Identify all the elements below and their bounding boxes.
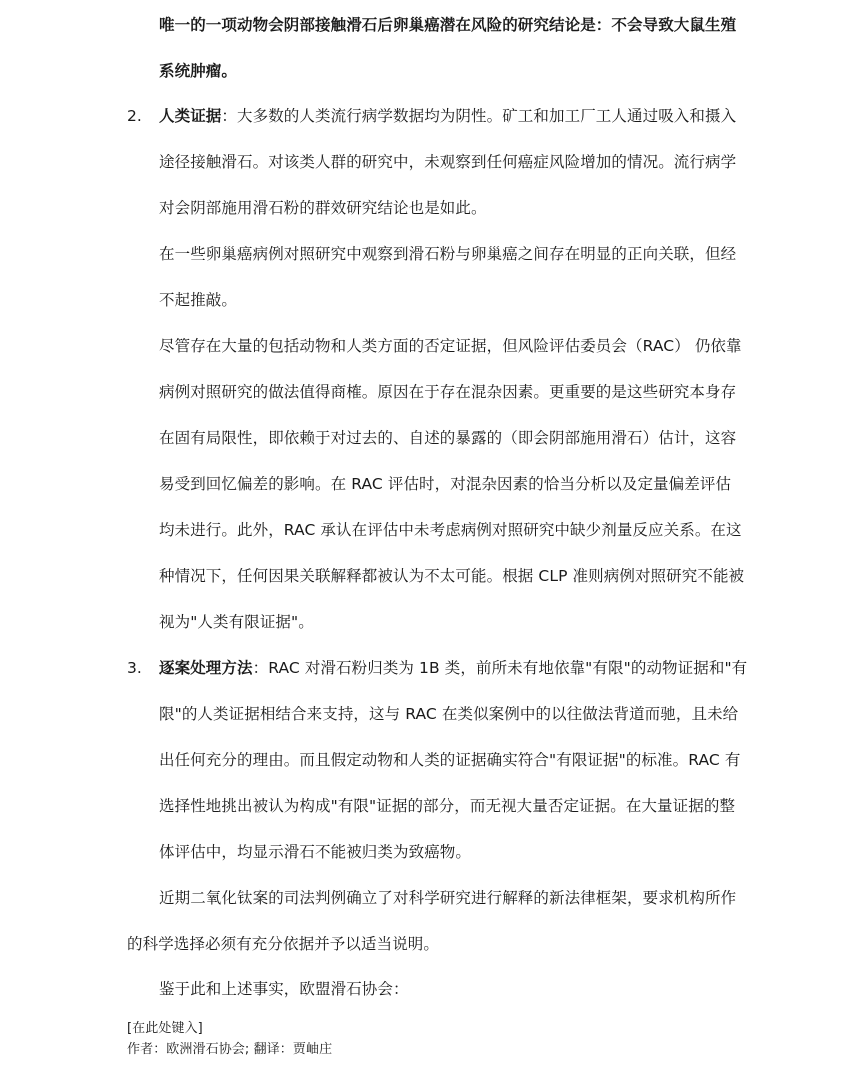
titanium-line-2: 的科学选择必须有充分依据并予以适当说明。 bbox=[127, 935, 440, 953]
item-2-para3-line-3: 在固有局限性，即依赖于对过去的、自述的暴露的（即会阴部施用滑石）估计，这容 bbox=[159, 429, 737, 447]
item-3-line-2: 限"的人类证据相结合来支持，这与 RAC 在类似案例中的以往做法背道而驰，且未给 bbox=[159, 705, 739, 723]
item-3-line-1-text: ：RAC 对滑石粉归类为 1B 类，前所未有地依靠"有限"的动物证据和"有 bbox=[252, 659, 748, 677]
item-2-para3-line-4: 易受到回忆偏差的影响。在 RAC 评估时，对混杂因素的恰当分析以及定量偏差评估 bbox=[159, 475, 732, 493]
footer-placeholder: [在此处键入] bbox=[127, 1021, 203, 1036]
intro-line-1: 唯一的一项动物会阴部接触滑石后卵巢癌潜在风险的研究结论是：不会导致大鼠生殖 bbox=[159, 16, 737, 34]
item-2-para2-line-1: 在一些卵巢癌病例对照研究中观察到滑石粉与卵巢癌之间存在明显的正向关联，但经 bbox=[159, 245, 737, 263]
item-2-line-3: 对会阴部施用滑石粉的群效研究结论也是如此。 bbox=[159, 199, 487, 217]
item-3-line-4: 选择性地挑出被认为构成"有限"证据的部分，而无视大量否定证据。在大量证据的整 bbox=[159, 797, 736, 815]
item-2-para2-line-2: 不起推敲。 bbox=[159, 291, 238, 309]
item-2-para3-line-5: 均未进行。此外，RAC 承认在评估中未考虑病例对照研究中缺少剂量反应关系。在这 bbox=[159, 521, 742, 539]
item-2-number: 2. bbox=[127, 107, 142, 125]
intro-line-2: 系统肿瘤。 bbox=[159, 62, 238, 80]
item-3-line-5: 体评估中，均显示滑石不能被归类为致癌物。 bbox=[159, 843, 472, 861]
item-2-para3-line-6: 种情况下，任何因果关联解释都被认为不太可能。根据 CLP 准则病例对照研究不能被 bbox=[159, 567, 745, 585]
item-3-line-3: 出任何充分的理由。而且假定动物和人类的证据确实符合"有限证据"的标准。RAC 有 bbox=[159, 751, 741, 769]
item-2-line-1-text: ：大多数的人类流行病学数据均为阴性。矿工和加工厂工人通过吸入和摄入 bbox=[221, 107, 737, 125]
item-2-line-2: 途径接触滑石。对该类人群的研究中，未观察到任何癌症风险增加的情况。流行病学 bbox=[159, 153, 737, 171]
item-2-title: 人类证据 bbox=[159, 107, 222, 125]
item-3-line-1 bbox=[159, 657, 747, 679]
closing-line: 鉴于此和上述事实，欧盟滑石协会： bbox=[159, 980, 409, 998]
item-2-line-1 bbox=[159, 105, 736, 127]
titanium-line-1: 近期二氧化钛案的司法判例确立了对科学研究进行解释的新法律框架，要求机构所作 bbox=[159, 889, 737, 907]
item-2-para3-line-2: 病例对照研究的做法值得商榷。原因在于存在混杂因素。更重要的是这些研究本身存 bbox=[159, 383, 737, 401]
item-3-number: 3. bbox=[127, 659, 142, 677]
footer-author: 作者：欧洲滑石协会; 翻译：贾岫庄 bbox=[127, 1042, 333, 1057]
item-2-para3-line-7: 视为"人类有限证据"。 bbox=[159, 613, 314, 631]
item-3-title: 逐案处理方法 bbox=[159, 659, 253, 677]
item-2-para3-line-1: 尽管存在大量的包括动物和人类方面的否定证据，但风险评估委员会（RAC） 仍依靠 bbox=[159, 337, 742, 355]
